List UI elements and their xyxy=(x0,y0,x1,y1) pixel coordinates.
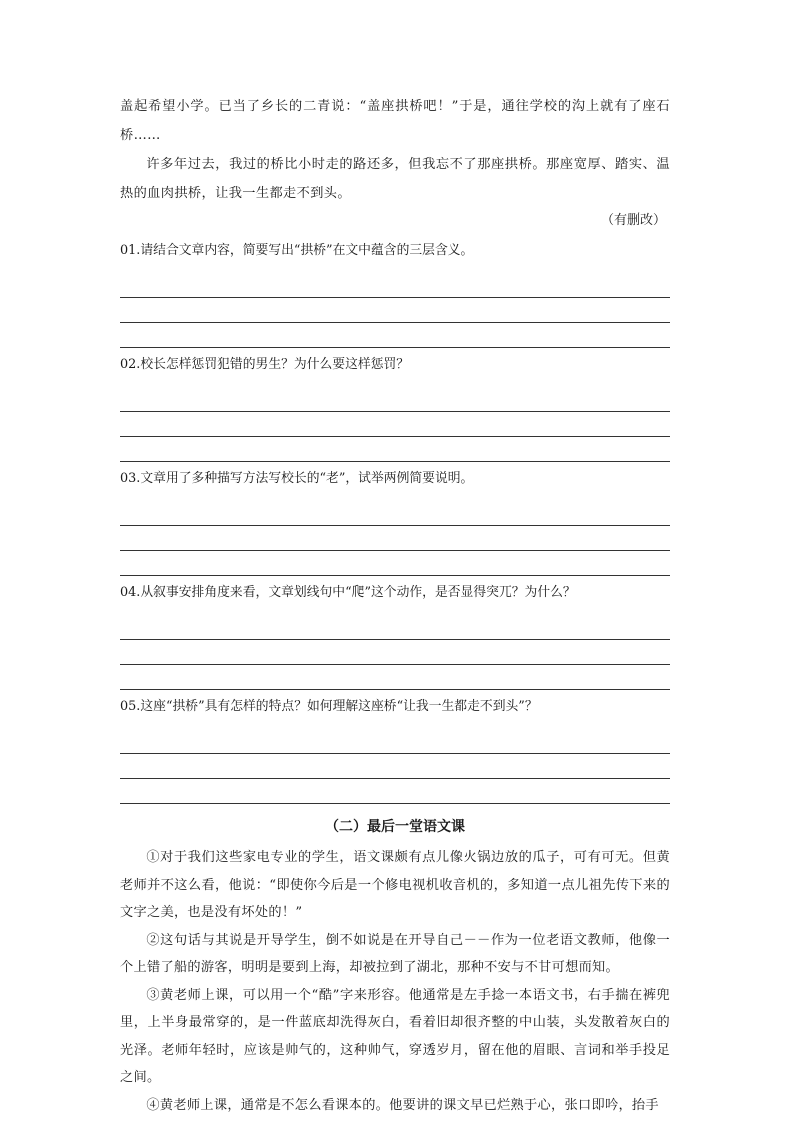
answer-lines[interactable] xyxy=(120,615,670,690)
answer-line[interactable] xyxy=(120,437,670,462)
story-paragraph-1: 盖起希望小学。已当了乡长的二青说：“盖座拱桥吧！”于是，通往学校的沟上就有了座石桥…… xyxy=(120,99,670,143)
answer-line[interactable] xyxy=(120,526,670,551)
question-5 xyxy=(120,696,670,804)
answer-line[interactable] xyxy=(120,665,670,690)
section-paragraph-2: ②这句话与其说是开导学生，倒不如说是在开导自己－－作为一位老语文教师，他像一个上错了船的游客，明明是要到上海，却被拉到了湖北，那种不安与不甘可想而知。 xyxy=(120,932,670,975)
answer-line[interactable] xyxy=(120,387,670,412)
section-title: （二）最后一堂语文课 xyxy=(325,819,465,835)
answer-lines[interactable] xyxy=(120,729,670,804)
question-text: 02.校长怎样惩罚犯错的男生？为什么要这样惩罚？ xyxy=(120,357,410,372)
answer-line[interactable] xyxy=(120,412,670,437)
question-2 xyxy=(120,354,670,462)
answer-line[interactable] xyxy=(120,298,670,323)
answer-line[interactable] xyxy=(120,615,670,640)
answer-line[interactable] xyxy=(120,551,670,576)
story-paragraph-2: 许多年过去，我过的桥比小时走的路还多，但我忘不了那座拱桥。那座宽厚、踏实、温热的血肉拱桥，让我一生都走不到头。 xyxy=(120,157,670,201)
answer-line[interactable] xyxy=(120,779,670,804)
answer-line[interactable] xyxy=(120,501,670,526)
answer-line[interactable] xyxy=(120,640,670,665)
question-text: 04.从叙事安排角度来看，文章划线句中“爬”这个动作，是否显得突兀？为什么？ xyxy=(120,585,576,600)
section-paragraph-1: ①对于我们这些家电专业的学生，语文课颇有点儿像火锅边放的瓜子，可有可无。但黄老师并不这么看，他说：“即使你今后是一个修电视机收音机的，多知道一点儿祖先传下来的文字之美，也是没有坏处的！” xyxy=(120,850,670,920)
question-1 xyxy=(120,240,670,348)
question-text: 03.文章用了多种描写方法写校长的“老”，试举两例简要说明。 xyxy=(120,471,474,486)
source-note: （有删改） xyxy=(600,213,666,228)
answer-line[interactable] xyxy=(120,323,670,348)
answer-line[interactable] xyxy=(120,729,670,754)
answer-lines[interactable] xyxy=(120,501,670,576)
question-text: 01.请结合文章内容，简要写出“拱桥”在文中蕴含的三层含义。 xyxy=(120,243,474,258)
section-paragraph-3: ③黄老师上课，可以用一个“酷”字来形容。他通常是左手捻一本语文书，右手揣在裤兜里，上半身最常穿的，是一件蓝底却洗得灰白，看着旧却很齐整的中山装，头发散着灰白的光泽。老师年轻时，应该是帅气的，这种帅气，穿透岁月，留在他的眉眼、言词和举手投足之间。 xyxy=(120,987,670,1085)
question-text: 05.这座“拱桥”具有怎样的特点？如何理解这座桥“让我一生都走不到头”？ xyxy=(120,699,538,714)
answer-lines[interactable] xyxy=(120,387,670,462)
question-3 xyxy=(120,468,670,576)
answer-line[interactable] xyxy=(120,754,670,779)
exam-page xyxy=(120,92,670,1119)
answer-lines[interactable] xyxy=(120,273,670,348)
question-4 xyxy=(120,582,670,690)
section-paragraph-4: ④黄老师上课，通常是不怎么看课本的。他要讲的课文早已烂熟于心，张口即吟，抬手 xyxy=(146,1097,659,1113)
answer-line[interactable] xyxy=(120,273,670,298)
